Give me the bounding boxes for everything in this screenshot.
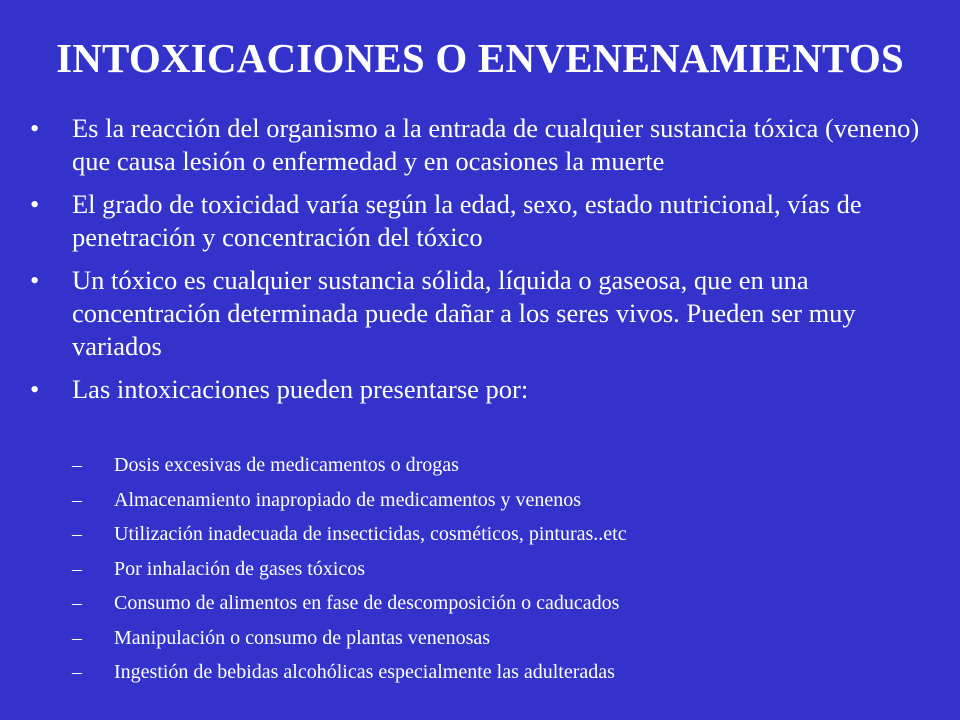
sub-list — [30, 448, 935, 690]
dash-marker: – — [72, 523, 82, 545]
sub-item — [72, 586, 935, 621]
bullet-text: Un tóxico es cualquier sustancia sólida, líquida o gaseosa, que en una concentración determinada puede dañar a los seres vivos. Pueden ser muy variados — [72, 265, 856, 361]
bullet-marker: • — [30, 189, 40, 219]
sub-item — [72, 621, 935, 656]
bullet-item — [30, 373, 935, 406]
bullet-text: Las intoxicaciones pueden presentarse por: — [72, 374, 529, 404]
bullet-item — [30, 188, 935, 254]
dash-marker: – — [72, 488, 82, 511]
dash-marker: – — [72, 592, 82, 614]
dash-marker: – — [72, 557, 82, 580]
sub-item-text: Por inhalación de gases tóxicos — [114, 557, 366, 580]
sub-item-text: Dosis excesivas de medicamentos o drogas — [114, 454, 459, 476]
sub-item-text: Almacenamiento inapropiado de medicamentos y venenos — [114, 488, 582, 511]
bullet-text: El grado de toxicidad varía según la edad, sexo, estado nutricional, vías de penetración y concentración del tóxico — [72, 189, 862, 252]
sub-item-text: Consumo de alimentos en fase de descomposición o caducados — [114, 592, 620, 614]
bullet-list — [30, 112, 935, 406]
bullet-text: Es la reacción del organismo a la entrada de cualquier sustancia tóxica (veneno) que causa lesión o enfermedad y en ocasiones la muerte — [72, 113, 920, 176]
sub-item — [72, 483, 935, 518]
sub-item — [72, 655, 935, 690]
slide-title: INTOXICACIONES O ENVENENAMIENTOS — [56, 35, 904, 81]
bullet-item — [30, 264, 935, 363]
bullet-item — [30, 112, 935, 178]
sub-item — [72, 552, 935, 587]
sub-item-text: Ingestión de bebidas alcohólicas especialmente las adulteradas — [114, 661, 615, 683]
dash-marker: – — [72, 454, 82, 476]
bullet-marker: • — [30, 113, 40, 143]
dash-marker: – — [72, 626, 82, 649]
bullet-marker: • — [30, 374, 40, 404]
dash-marker: – — [72, 661, 82, 683]
sub-item-text: Manipulación o consumo de plantas venenosas — [114, 626, 491, 649]
sub-item — [72, 517, 935, 552]
sub-item — [72, 448, 935, 483]
sub-item-text: Utilización inadecuada de insecticidas, cosméticos, pinturas..etc — [114, 523, 627, 545]
bullet-marker: • — [30, 265, 40, 295]
